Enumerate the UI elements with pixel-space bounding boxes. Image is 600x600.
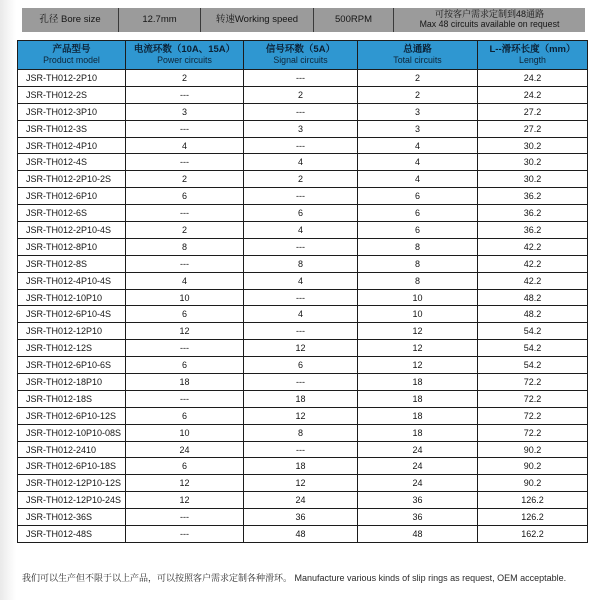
total-circuits-cell: 3 [358, 120, 478, 137]
power-circuits-cell: --- [126, 120, 244, 137]
total-circuits-cell: 18 [358, 374, 478, 391]
power-circuits-cell: 24 [126, 441, 244, 458]
col-header-signal-circuits-en: Signal circuits [273, 55, 328, 66]
product-model-cell: JSR-TH012-18S [18, 390, 126, 407]
total-circuits-cell: 2 [358, 86, 478, 103]
table-row [18, 272, 588, 289]
table-row [18, 407, 588, 424]
total-circuits-cell: 24 [358, 458, 478, 475]
total-circuits-cell: 6 [358, 222, 478, 239]
bore-size-label: 孔径 Bore size [39, 13, 101, 25]
col-header-total-circuits-zh: 总通路 [403, 43, 432, 55]
working-speed-value: 500RPM [313, 8, 393, 32]
power-circuits-cell: 6 [126, 458, 244, 475]
custom-circuits-note-en: Max 48 circuits available on request [419, 19, 560, 30]
product-model-cell: JSR-TH012-2P10 [18, 70, 126, 87]
product-model-cell: JSR-TH012-12P10-24S [18, 492, 126, 509]
table-row [18, 171, 588, 188]
product-model-cell: JSR-TH012-2P10-2S [18, 171, 126, 188]
power-circuits-cell: 12 [126, 323, 244, 340]
length-cell: 72.2 [478, 374, 588, 391]
col-header-product-model [18, 41, 126, 70]
total-circuits-cell: 4 [358, 137, 478, 154]
length-cell: 90.2 [478, 441, 588, 458]
signal-circuits-cell: 18 [244, 390, 358, 407]
length-cell: 30.2 [478, 171, 588, 188]
signal-circuits-cell: --- [244, 289, 358, 306]
product-model-cell: JSR-TH012-6P10-4S [18, 306, 126, 323]
table-row [18, 103, 588, 120]
total-circuits-cell: 12 [358, 323, 478, 340]
power-circuits-cell: 6 [126, 188, 244, 205]
length-cell: 48.2 [478, 289, 588, 306]
length-cell: 30.2 [478, 137, 588, 154]
table-row [18, 70, 588, 87]
power-circuits-cell: --- [126, 255, 244, 272]
product-model-cell: JSR-TH012-18P10 [18, 374, 126, 391]
length-cell: 30.2 [478, 154, 588, 171]
table-row [18, 188, 588, 205]
product-model-cell: JSR-TH012-3S [18, 120, 126, 137]
table-row [18, 458, 588, 475]
total-circuits-cell: 18 [358, 424, 478, 441]
table-row [18, 357, 588, 374]
product-spec-table [17, 40, 588, 543]
table-row [18, 222, 588, 239]
length-cell: 72.2 [478, 407, 588, 424]
signal-circuits-cell: 4 [244, 272, 358, 289]
col-header-product-model-zh: 产品型号 [52, 43, 91, 55]
signal-circuits-cell: 18 [244, 458, 358, 475]
signal-circuits-cell: 8 [244, 424, 358, 441]
col-header-total-circuits [358, 41, 478, 70]
col-header-power-circuits [126, 41, 244, 70]
length-cell: 27.2 [478, 120, 588, 137]
table-row [18, 238, 588, 255]
footer-note-zh: 我们可以生产但不限于以上产品，可以按照客户需求定制各种滑环。 [22, 573, 293, 583]
length-cell: 27.2 [478, 103, 588, 120]
total-circuits-cell: 12 [358, 340, 478, 357]
power-circuits-cell: 10 [126, 289, 244, 306]
power-circuits-cell: 12 [126, 475, 244, 492]
signal-circuits-cell: 12 [244, 407, 358, 424]
product-model-cell: JSR-TH012-4P10 [18, 137, 126, 154]
signal-circuits-cell: 4 [244, 154, 358, 171]
total-circuits-cell: 4 [358, 154, 478, 171]
table-row [18, 492, 588, 509]
length-cell: 24.2 [478, 70, 588, 87]
total-circuits-cell: 6 [358, 188, 478, 205]
length-cell: 48.2 [478, 306, 588, 323]
length-cell: 72.2 [478, 390, 588, 407]
table-row [18, 323, 588, 340]
product-model-cell: JSR-TH012-6P10 [18, 188, 126, 205]
product-model-cell: JSR-TH012-4S [18, 154, 126, 171]
custom-circuits-note [393, 8, 585, 32]
table-row [18, 154, 588, 171]
product-model-cell: JSR-TH012-6S [18, 205, 126, 222]
total-circuits-cell: 48 [358, 526, 478, 543]
power-circuits-cell: 10 [126, 424, 244, 441]
col-header-power-circuits-en: Power circuits [157, 55, 212, 66]
length-cell: 54.2 [478, 323, 588, 340]
total-circuits-cell: 4 [358, 171, 478, 188]
power-circuits-cell: --- [126, 340, 244, 357]
col-header-length [478, 41, 588, 70]
col-header-product-model-en: Product model [43, 55, 100, 66]
product-model-cell: JSR-TH012-36S [18, 509, 126, 526]
table-row [18, 120, 588, 137]
product-model-cell: JSR-TH012-2P10-4S [18, 222, 126, 239]
col-header-power-circuits-zh: 电流环数（10A、15A） [133, 43, 236, 55]
signal-circuits-cell: --- [244, 374, 358, 391]
col-header-total-circuits-en: Total circuits [393, 55, 442, 66]
table-row [18, 340, 588, 357]
product-model-cell: JSR-TH012-48S [18, 526, 126, 543]
table-header-row [18, 41, 588, 70]
product-model-cell: JSR-TH012-6P10-6S [18, 357, 126, 374]
table-row [18, 306, 588, 323]
total-circuits-cell: 18 [358, 390, 478, 407]
signal-circuits-cell: 36 [244, 509, 358, 526]
signal-circuits-cell: 12 [244, 340, 358, 357]
table-row [18, 509, 588, 526]
power-circuits-cell: 4 [126, 137, 244, 154]
signal-circuits-cell: --- [244, 103, 358, 120]
length-cell: 36.2 [478, 188, 588, 205]
signal-circuits-cell: --- [244, 441, 358, 458]
power-circuits-cell: 6 [126, 407, 244, 424]
signal-circuits-cell: --- [244, 238, 358, 255]
footer-note [22, 571, 588, 584]
product-model-cell: JSR-TH012-12P10-12S [18, 475, 126, 492]
signal-circuits-cell: 2 [244, 171, 358, 188]
product-model-cell: JSR-TH012-6P10-18S [18, 458, 126, 475]
power-circuits-cell: --- [126, 390, 244, 407]
table-row [18, 424, 588, 441]
signal-circuits-cell: --- [244, 188, 358, 205]
table-row [18, 441, 588, 458]
length-cell: 42.2 [478, 272, 588, 289]
table-row [18, 255, 588, 272]
total-circuits-cell: 10 [358, 289, 478, 306]
product-model-cell: JSR-TH012-3P10 [18, 103, 126, 120]
signal-circuits-cell: 8 [244, 255, 358, 272]
table-row [18, 526, 588, 543]
table-row [18, 205, 588, 222]
col-header-length-en: Length [519, 55, 546, 66]
power-circuits-cell: 2 [126, 222, 244, 239]
total-circuits-cell: 24 [358, 475, 478, 492]
total-circuits-cell: 8 [358, 272, 478, 289]
total-circuits-cell: 24 [358, 441, 478, 458]
table-row [18, 475, 588, 492]
length-cell: 54.2 [478, 357, 588, 374]
power-circuits-cell: --- [126, 86, 244, 103]
signal-circuits-cell: 2 [244, 86, 358, 103]
power-circuits-cell: 12 [126, 492, 244, 509]
length-cell: 162.2 [478, 526, 588, 543]
bore-size-value: 12.7mm [118, 8, 200, 32]
col-header-signal-circuits-zh: 信号环数（5A） [265, 43, 336, 55]
power-circuits-cell: 6 [126, 306, 244, 323]
total-circuits-cell: 36 [358, 509, 478, 526]
length-cell: 54.2 [478, 340, 588, 357]
product-model-cell: JSR-TH012-12P10 [18, 323, 126, 340]
total-circuits-cell: 18 [358, 407, 478, 424]
signal-circuits-cell: --- [244, 137, 358, 154]
signal-circuits-cell: 12 [244, 475, 358, 492]
product-model-cell: JSR-TH012-8P10 [18, 238, 126, 255]
length-cell: 126.2 [478, 509, 588, 526]
total-circuits-cell: 3 [358, 103, 478, 120]
power-circuits-cell: --- [126, 154, 244, 171]
power-circuits-cell: --- [126, 205, 244, 222]
table-row [18, 289, 588, 306]
product-model-cell: JSR-TH012-4P10-4S [18, 272, 126, 289]
power-circuits-cell: 18 [126, 374, 244, 391]
custom-circuits-note-zh: 可按客户需求定制到48通路 [434, 9, 544, 20]
spec-bar [22, 8, 585, 32]
table-row [18, 390, 588, 407]
total-circuits-cell: 10 [358, 306, 478, 323]
signal-circuits-cell: 3 [244, 120, 358, 137]
length-cell: 36.2 [478, 205, 588, 222]
power-circuits-cell: 4 [126, 272, 244, 289]
total-circuits-cell: 8 [358, 238, 478, 255]
length-cell: 126.2 [478, 492, 588, 509]
product-model-cell: JSR-TH012-6P10-12S [18, 407, 126, 424]
length-cell: 42.2 [478, 238, 588, 255]
product-model-cell: JSR-TH012-10P10 [18, 289, 126, 306]
footer-note-en: Manufacture various kinds of slip rings as request, OEM acceptable. [294, 573, 567, 583]
total-circuits-cell: 12 [358, 357, 478, 374]
table-row [18, 137, 588, 154]
signal-circuits-cell: 4 [244, 222, 358, 239]
product-model-cell: JSR-TH012-10P10-08S [18, 424, 126, 441]
product-model-cell: JSR-TH012-8S [18, 255, 126, 272]
length-cell: 42.2 [478, 255, 588, 272]
product-model-cell: JSR-TH012-2410 [18, 441, 126, 458]
power-circuits-cell: 2 [126, 70, 244, 87]
signal-circuits-cell: 24 [244, 492, 358, 509]
power-circuits-cell: 3 [126, 103, 244, 120]
length-cell: 90.2 [478, 458, 588, 475]
length-cell: 90.2 [478, 475, 588, 492]
length-cell: 36.2 [478, 222, 588, 239]
signal-circuits-cell: 48 [244, 526, 358, 543]
total-circuits-cell: 8 [358, 255, 478, 272]
total-circuits-cell: 6 [358, 205, 478, 222]
total-circuits-cell: 2 [358, 70, 478, 87]
col-header-length-zh: L--滑环长度（mm） [489, 43, 576, 55]
total-circuits-cell: 36 [358, 492, 478, 509]
power-circuits-cell: --- [126, 526, 244, 543]
product-model-cell: JSR-TH012-2S [18, 86, 126, 103]
col-header-signal-circuits [244, 41, 358, 70]
power-circuits-cell: 6 [126, 357, 244, 374]
length-cell: 72.2 [478, 424, 588, 441]
power-circuits-cell: 2 [126, 171, 244, 188]
power-circuits-cell: 8 [126, 238, 244, 255]
power-circuits-cell: --- [126, 509, 244, 526]
working-speed-label: 转速Working speed [200, 8, 313, 32]
signal-circuits-cell: --- [244, 70, 358, 87]
table-row [18, 374, 588, 391]
signal-circuits-cell: 6 [244, 357, 358, 374]
length-cell: 24.2 [478, 86, 588, 103]
signal-circuits-cell: --- [244, 323, 358, 340]
table-row [18, 86, 588, 103]
signal-circuits-cell: 4 [244, 306, 358, 323]
signal-circuits-cell: 6 [244, 205, 358, 222]
product-model-cell: JSR-TH012-12S [18, 340, 126, 357]
